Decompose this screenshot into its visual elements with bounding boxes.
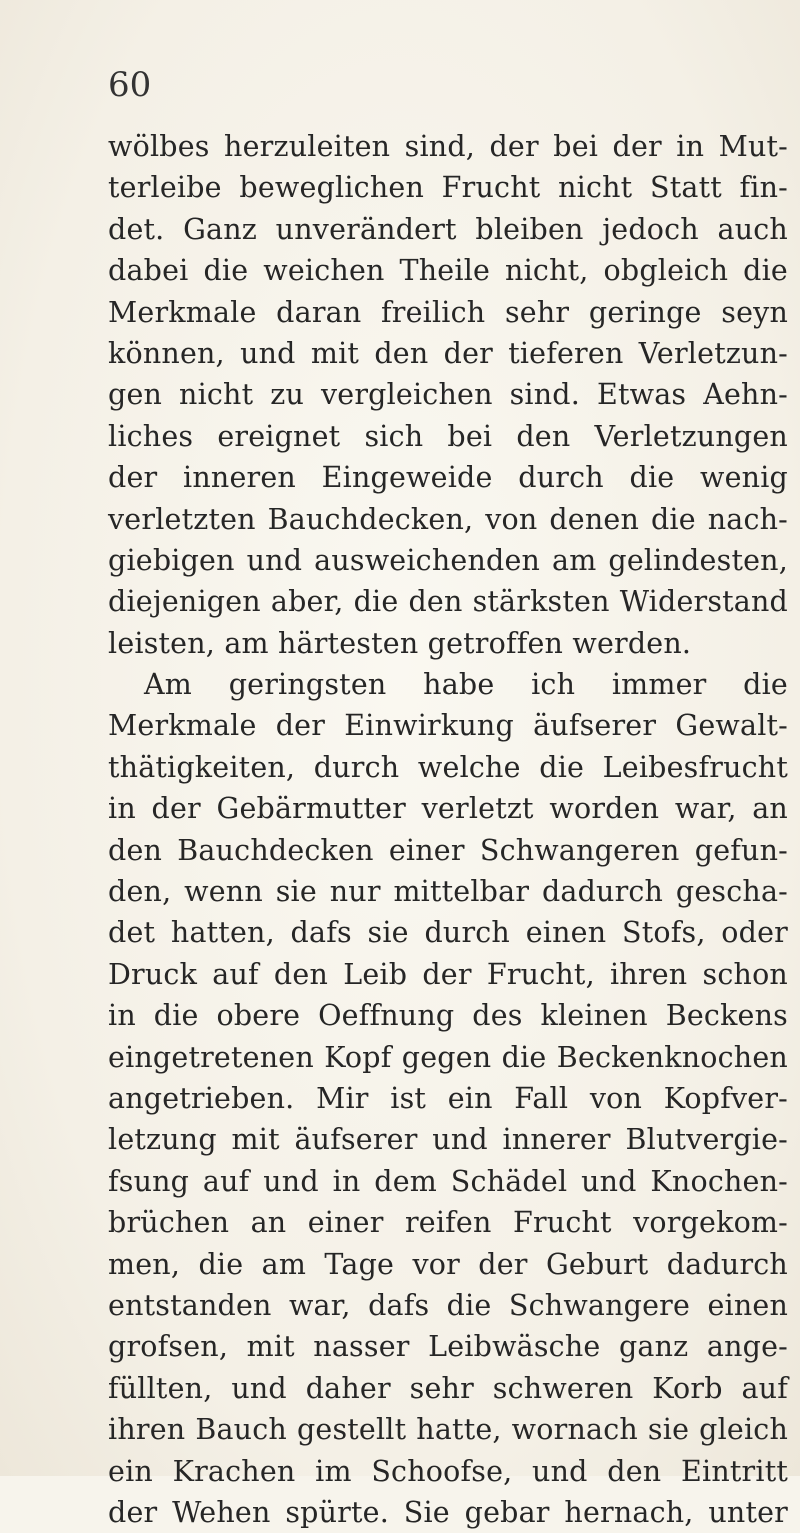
text-line: dabei die weichen Theile nicht, obgleich die (108, 254, 788, 288)
text-line: gen nicht zu vergleichen sind. Etwas Aehn- (108, 378, 788, 412)
text-line: verletzten Bauchdecken, von denen die nach- (108, 502, 788, 536)
text-line: der Wehen spürte. Sie gebar hernach, unter (108, 1495, 788, 1529)
text-line-paragraph-start: Am geringsten habe ich immer die (144, 668, 788, 702)
text-line: den, wenn sie nur mittelbar dadurch gescha- (108, 875, 788, 909)
text-line: liches ereignet sich bei den Verletzungen (108, 419, 788, 453)
text-line: der inneren Eingeweide durch die wenig (108, 461, 788, 495)
text-line: det. Ganz unverändert bleiben jedoch auch (108, 212, 788, 246)
text-line: fsung auf und in dem Schädel und Knochen- (108, 1164, 788, 1198)
text-line: Merkmale der Einwirkung äufserer Gewalt- (108, 709, 788, 743)
text-line: diejenigen aber, die den stärksten Widerstand (108, 585, 788, 619)
text-line: entstanden war, dafs die Schwangere einen (108, 1288, 788, 1322)
text-line: men, die am Tage vor der Geburt dadurch (108, 1247, 788, 1281)
text-line: giebigen und ausweichenden am gelindesten, (108, 543, 788, 577)
text-line: grofsen, mit nasser Leibwäsche ganz ange- (108, 1330, 788, 1364)
text-line: Druck auf den Leib der Frucht, ihren schon (108, 957, 788, 991)
text-line: können, und mit den der tieferen Verletzun- (108, 336, 788, 370)
text-line: terleibe beweglichen Frucht nicht Statt fin- (108, 171, 788, 205)
text-line: füllten, und daher sehr schweren Korb auf (108, 1371, 788, 1405)
text-line: leisten, am härtesten getroffen werden. (108, 626, 692, 660)
page-number: 60 (108, 65, 152, 105)
text-line: in der Gebärmutter verletzt worden war, an (108, 792, 788, 826)
text-line: thätigkeiten, durch welche die Leibesfrucht (108, 750, 788, 784)
text-line: brüchen an einer reifen Frucht vorgekom- (108, 1206, 788, 1240)
text-line: ein Krachen im Schoofse, und den Eintritt (108, 1454, 788, 1488)
text-line: det hatten, dafs sie durch einen Stofs, oder (108, 916, 788, 950)
text-line: eingetretenen Kopf gegen die Beckenknochen (108, 1040, 788, 1074)
text-line: angetrieben. Mir ist ein Fall von Kopfver- (108, 1081, 788, 1115)
body-text (108, 126, 788, 1533)
text-line: wölbes herzuleiten sind, der bei der in Mut- (108, 130, 788, 163)
text-line: letzung mit äufserer und innerer Blutvergie- (108, 1123, 788, 1157)
text-line: ihren Bauch gestellt hatte, wornach sie gleich (108, 1413, 788, 1447)
text-line: in die obere Oeffnung des kleinen Beckens (108, 999, 788, 1033)
text-line: den Bauchdecken einer Schwangeren gefun- (108, 833, 788, 867)
text-line: Merkmale daran freilich sehr geringe seyn (108, 295, 788, 329)
